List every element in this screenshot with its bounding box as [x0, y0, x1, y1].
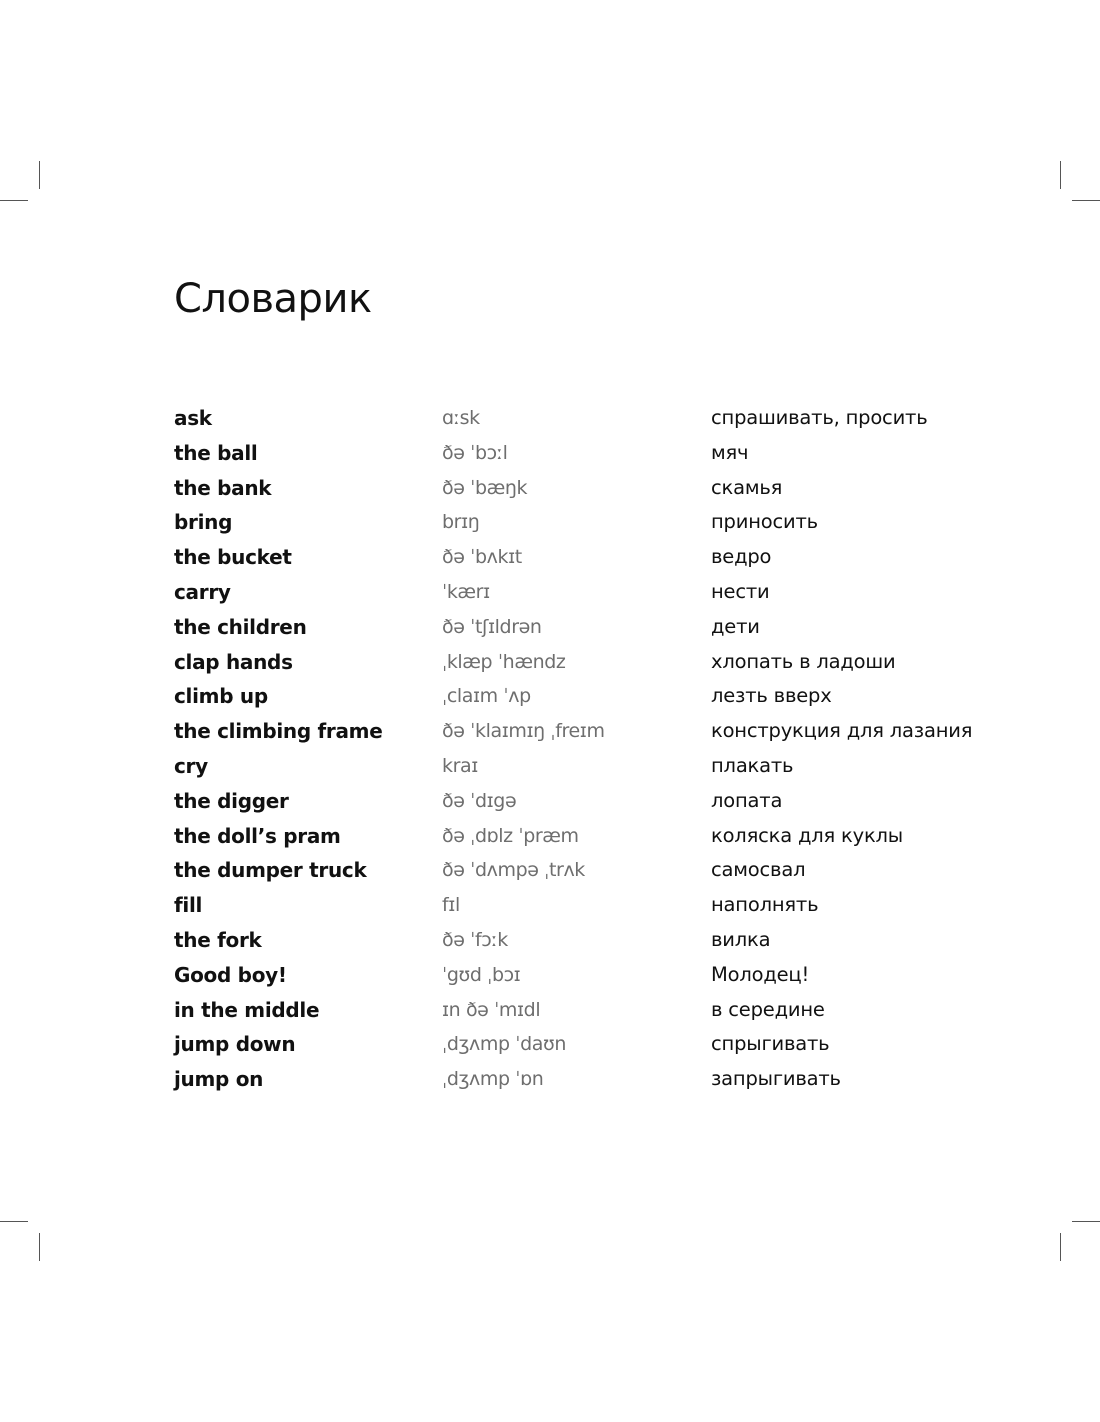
entry-translation: запрыгивать: [711, 1067, 841, 1091]
entry-word: the bank: [174, 475, 272, 500]
entry-word: the bucket: [174, 545, 292, 570]
entry-translation: вилка: [711, 927, 771, 951]
entry-translation: дети: [711, 614, 760, 638]
entry-word: bring: [174, 510, 233, 535]
entry-word: Good boy!: [174, 962, 287, 987]
glossary-entry: [174, 505, 1054, 540]
entry-transcription: ˌdʒʌmp ˈɒn: [442, 1068, 544, 1091]
crop-mark: [39, 161, 40, 189]
page-title: Словарик: [174, 276, 372, 322]
entry-translation: в середине: [711, 997, 825, 1021]
entry-word: the children: [174, 614, 307, 639]
entry-translation: нести: [711, 579, 770, 603]
entry-translation: плакать: [711, 753, 794, 777]
glossary-entry: [174, 436, 1054, 471]
entry-translation: спрашивать, просить: [711, 406, 928, 429]
entry-transcription: ðə ˈbæŋk: [442, 476, 528, 499]
entry-translation: приносить: [711, 510, 818, 534]
entry-word: ask: [174, 406, 212, 430]
entry-word: the climbing frame: [174, 719, 383, 744]
entry-word: jump down: [174, 1032, 296, 1057]
glossary-list: [174, 401, 1054, 1097]
entry-transcription: kraɪ: [442, 754, 478, 777]
entry-translation: мяч: [711, 440, 749, 464]
glossary-entry: [174, 1027, 1054, 1062]
entry-word: the dumper truck: [174, 858, 367, 883]
entry-transcription: ˌclaɪm ˈʌp: [442, 685, 531, 708]
entry-transcription: ðə ˈfɔːk: [442, 928, 508, 951]
entry-translation: самосвал: [711, 858, 806, 882]
glossary-entry: [174, 819, 1054, 854]
entry-word: carry: [174, 579, 231, 604]
entry-transcription: ˈgʊd ˌbɔɪ: [442, 963, 521, 986]
entry-translation: ведро: [711, 545, 772, 569]
crop-mark: [1060, 161, 1061, 189]
glossary-entry: [174, 853, 1054, 888]
entry-word: the digger: [174, 788, 289, 813]
entry-transcription: ɪn ðə ˈmɪdl: [442, 998, 541, 1021]
crop-mark: [39, 1233, 40, 1261]
entry-transcription: ðə ˈbɔːl: [442, 441, 508, 464]
glossary-entry: [174, 749, 1054, 784]
entry-translation: спрыгивать: [711, 1032, 830, 1056]
glossary-entry: [174, 888, 1054, 923]
glossary-entry: [174, 610, 1054, 645]
glossary-entry: [174, 958, 1054, 993]
entry-word: the doll’s pram: [174, 823, 341, 848]
crop-mark: [1072, 1221, 1100, 1222]
glossary-entry: [174, 679, 1054, 714]
entry-transcription: fɪl: [442, 894, 460, 917]
crop-mark: [1060, 1233, 1061, 1261]
glossary-entry: [174, 714, 1054, 749]
entry-transcription: ðə ˈdɪgə: [442, 789, 517, 812]
entry-transcription: ðə ˌdɒlz ˈpræm: [442, 824, 579, 847]
entry-word: in the middle: [174, 997, 320, 1022]
entry-word: jump on: [174, 1067, 264, 1092]
glossary-entry: [174, 471, 1054, 506]
entry-translation: наполнять: [711, 893, 819, 917]
entry-word: climb up: [174, 684, 268, 709]
entry-transcription: ðə ˈtʃɪldrən: [442, 615, 542, 638]
entry-translation: скамья: [711, 475, 783, 499]
glossary-entry: [174, 401, 1054, 436]
glossary-entry: [174, 1062, 1054, 1097]
glossary-entry: [174, 575, 1054, 610]
entry-word: the fork: [174, 927, 262, 952]
entry-translation: коляска для куклы: [711, 823, 903, 847]
glossary-entry: [174, 993, 1054, 1028]
glossary-entry: [174, 540, 1054, 575]
entry-transcription: ðə ˈbʌkɪt: [442, 546, 522, 569]
entry-transcription: ɑːsk: [442, 407, 480, 429]
entry-translation: конструкция для лазания: [711, 719, 973, 743]
crop-mark: [0, 1221, 28, 1222]
entry-word: the ball: [174, 440, 258, 465]
entry-translation: Молодец!: [711, 962, 810, 986]
entry-translation: лезть вверх: [711, 684, 832, 708]
glossary-entry: [174, 645, 1054, 680]
glossary-entry: [174, 784, 1054, 819]
glossary-entry: [174, 923, 1054, 958]
entry-word: clap hands: [174, 649, 293, 674]
entry-translation: хлопать в ладоши: [711, 649, 896, 673]
entry-transcription: ˌdʒʌmp ˈdaʊn: [442, 1033, 567, 1056]
entry-word: fill: [174, 893, 203, 918]
entry-transcription: ˈkærɪ: [442, 580, 490, 603]
entry-transcription: ðə ˈdʌmpə ˌtrʌk: [442, 859, 585, 882]
entry-transcription: brɪŋ: [442, 511, 480, 534]
crop-mark: [1072, 200, 1100, 201]
entry-translation: лопата: [711, 788, 783, 812]
entry-transcription: ðə ˈklaɪmɪŋ ˌfreɪm: [442, 720, 605, 743]
crop-mark: [0, 200, 28, 201]
entry-word: cry: [174, 753, 208, 778]
entry-transcription: ˌklæp ˈhændz: [442, 650, 566, 673]
